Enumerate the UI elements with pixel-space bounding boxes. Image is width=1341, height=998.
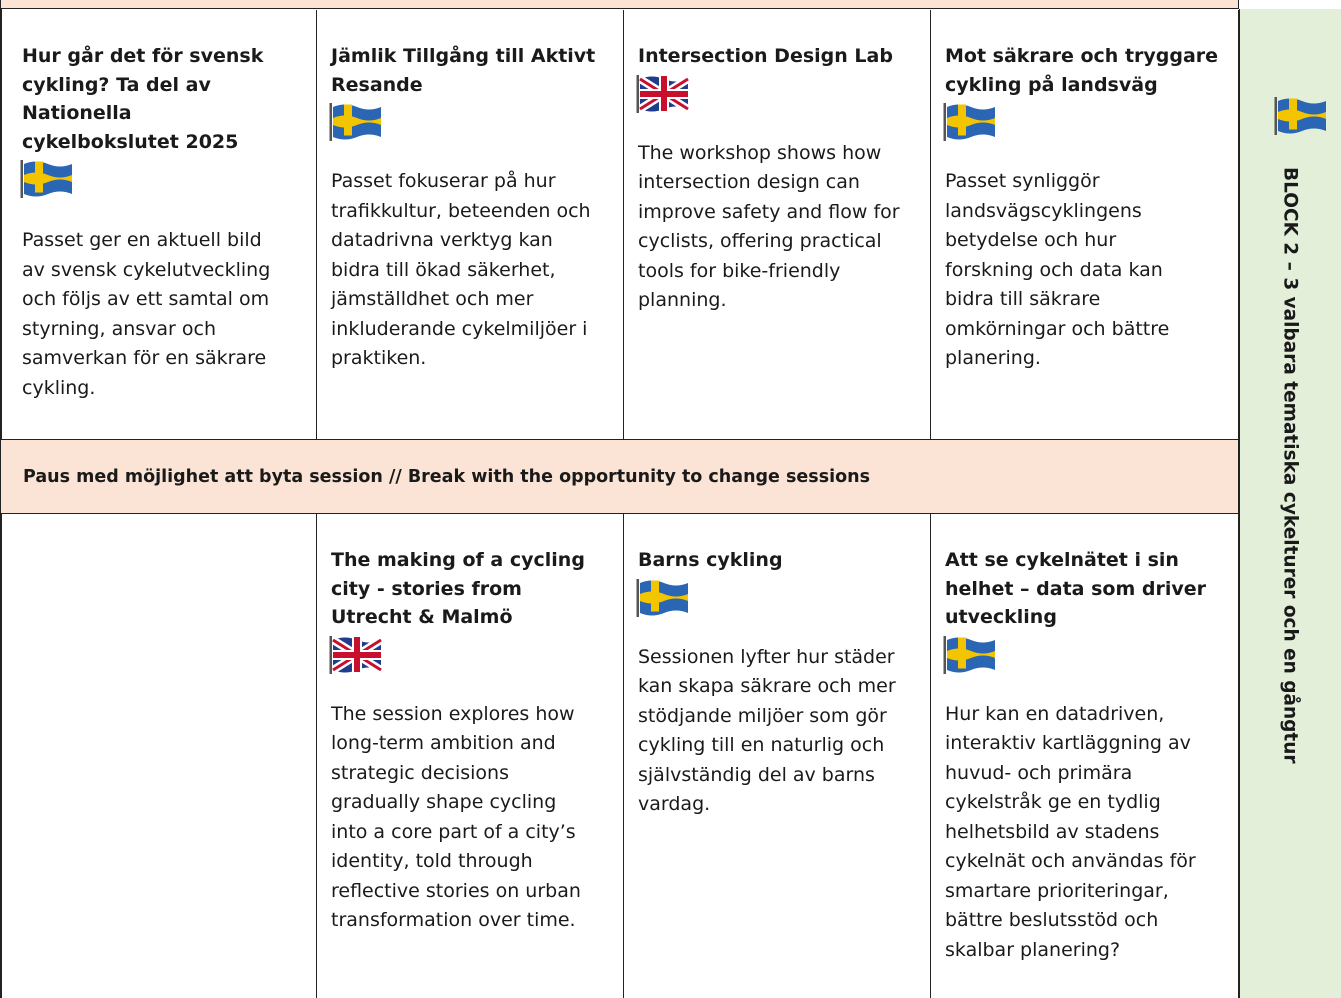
- uk-flag-icon: [636, 73, 690, 113]
- swedish-flag-icon: [329, 101, 383, 141]
- session-card-making-of-cycling-city: [317, 514, 624, 998]
- session-card-cykelnatet-i-sin-helhet: [931, 514, 1239, 998]
- session-title: Barns cykling: [638, 549, 783, 571]
- top-header-band: [0, 0, 1239, 9]
- session-description: Passet fokuserar på hur trafikkultur, beteenden och datadrivna verktyg kan bidra till ökad säkerhet, jämställdhet och mer inkluderande cykelmiljöer i praktiken.: [331, 170, 591, 369]
- break-row: [0, 439, 1239, 514]
- session-description: The session explores how long-term ambition and strategic decisions gradually shape cycling into a core part of a city’s identity, told through reflective stories on urban transformation over time.: [331, 702, 581, 931]
- empty-session-cell: [0, 514, 317, 998]
- session-description: Sessionen lyfter hur städer kan skapa säkrare och mer stödjande miljöer som gör cykling till en naturlig och självständig del av barns vardag.: [638, 645, 896, 815]
- session-title: The making of a cycling city - stories from Utrecht & Malmö: [331, 549, 585, 628]
- break-row-label: Paus med möjlighet att byta session // Break with the opportunity to change sessions: [23, 466, 871, 487]
- session-title: Mot säkrare och tryggare cykling på landsväg: [945, 45, 1219, 96]
- block-label: BLOCK 2 – 3 valbara tematiska cykelturer och en gångtur: [1279, 167, 1301, 764]
- swedish-flag-icon: [20, 158, 74, 198]
- session-description: The workshop shows how intersection design can improve safety and flow for cyclists, offering practical tools for bike-friendly planning.: [638, 141, 900, 311]
- uk-flag-icon: [329, 634, 383, 674]
- session-card-intersection-design-lab: [624, 10, 931, 440]
- session-card-nationella-cykelbokslutet: [0, 10, 317, 440]
- swedish-flag-icon: [1274, 95, 1328, 135]
- session-title: Att se cykelnätet i sin helhet – data som driver utveckling: [945, 549, 1206, 628]
- session-description: Passet ger en aktuell bild av svensk cykelutveckling och följs av ett samtal om styrning, ansvar och samverkan för en säkrare cykling.: [22, 229, 271, 399]
- session-card-barns-cykling: [624, 514, 931, 998]
- session-title: Intersection Design Lab: [638, 45, 893, 67]
- session-title: Jämlik Tillgång till Aktivt Resande: [331, 45, 596, 96]
- swedish-flag-icon: [943, 101, 997, 141]
- swedish-flag-icon: [943, 634, 997, 674]
- swedish-flag-icon: [636, 577, 690, 617]
- session-description: Hur kan en datadriven, interaktiv kartläggning av huvud- och primära cykelstråk ge en tydlig helhetsbild av stadens cykelnät och användas för smartare prioriteringar, bättre beslutsstöd och skalbar planering?: [945, 702, 1196, 961]
- session-title: Hur går det för svensk cykling? Ta del av Nationella cykelbokslutet 2025: [22, 45, 264, 153]
- session-description: Passet synliggör landsvägscyklingens betydelse och hur forskning och data kan bidra till säkrare omkörningar och bättre planering.: [945, 170, 1170, 369]
- session-card-jamlik-tillgang: [317, 10, 624, 440]
- session-card-landsvag: [931, 10, 1239, 440]
